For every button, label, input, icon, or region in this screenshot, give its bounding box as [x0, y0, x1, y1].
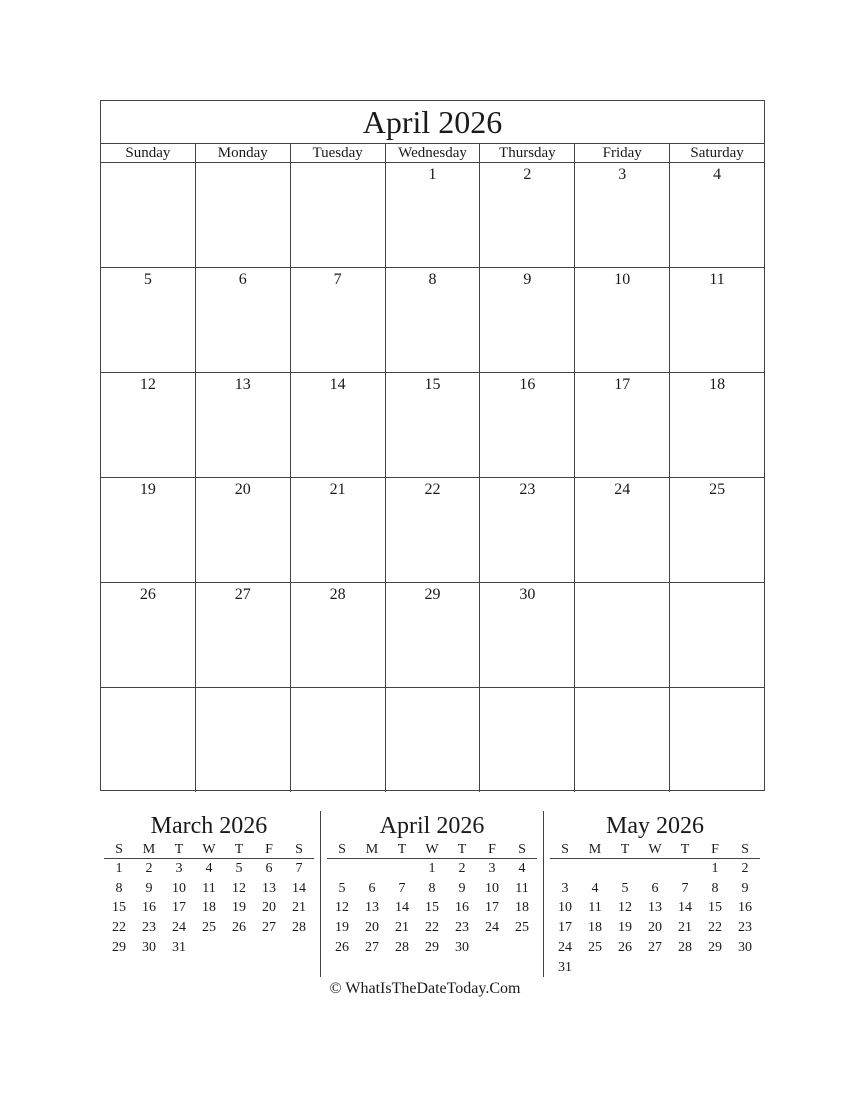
mini-day: 9 — [458, 880, 466, 896]
mini-day: 20 — [262, 900, 276, 916]
mini-weekday: T — [234, 842, 244, 857]
mini-day: 10 — [485, 880, 499, 896]
day-cell: 6 — [196, 268, 291, 372]
mini-day: 5 — [621, 880, 629, 896]
day-cell: 16 — [480, 373, 575, 477]
day-cell: 10 — [575, 268, 670, 372]
mini-day — [610, 958, 640, 978]
day-cell — [386, 688, 481, 792]
mini-day: 8 — [711, 880, 719, 896]
weekday-friday: Friday — [575, 144, 670, 162]
day-cell: 20 — [196, 478, 291, 582]
day-cell — [670, 583, 764, 687]
mini-day: 20 — [648, 920, 662, 936]
mini-weekday: T — [457, 842, 467, 857]
mini-calendar-title: April 2026 — [379, 813, 485, 839]
day-cell — [291, 163, 386, 267]
day-cell: 23 — [480, 478, 575, 582]
day-cell — [575, 583, 670, 687]
mini-day: 28 — [395, 939, 409, 955]
mini-day: 2 — [741, 861, 749, 876]
mini-day: 14 — [678, 900, 692, 916]
mini-day: 30 — [738, 939, 752, 955]
mini-day: 18 — [202, 900, 216, 916]
day-cell: 12 — [101, 373, 196, 477]
mini-day: 11 — [588, 900, 602, 916]
mini-day: 21 — [395, 920, 409, 936]
day-cell: 26 — [101, 583, 196, 687]
mini-weekday: W — [425, 842, 439, 857]
mini-day: 24 — [172, 920, 186, 936]
mini-day: 29 — [425, 939, 439, 955]
day-cell — [101, 688, 196, 792]
mini-week-row — [104, 938, 314, 958]
mini-day: 18 — [515, 900, 529, 916]
mini-day: 14 — [395, 900, 409, 916]
mini-day: 22 — [112, 920, 126, 936]
mini-day — [327, 859, 357, 879]
mini-week-row — [104, 879, 314, 899]
day-cell — [101, 163, 196, 267]
mini-weekday: S — [115, 842, 123, 857]
mini-day: 19 — [232, 900, 246, 916]
mini-day — [670, 859, 700, 879]
mini-weekday: S — [561, 842, 569, 857]
mini-calendar-may — [546, 811, 764, 979]
weekday-header-row — [101, 144, 764, 163]
mini-day: 4 — [518, 861, 526, 876]
mini-weekday: S — [295, 842, 303, 857]
mini-day: 7 — [295, 861, 303, 876]
mini-day — [254, 938, 284, 958]
mini-day — [507, 938, 537, 958]
mini-day: 17 — [558, 920, 572, 936]
mini-day — [580, 859, 610, 879]
day-cell — [575, 688, 670, 792]
mini-weekday: S — [518, 842, 526, 857]
calendar-week-row — [101, 478, 764, 583]
mini-day — [357, 859, 387, 879]
mini-day — [194, 938, 224, 958]
mini-day — [224, 938, 254, 958]
mini-day: 22 — [708, 920, 722, 936]
mini-week-row — [104, 859, 314, 879]
day-cell: 19 — [101, 478, 196, 582]
mini-day: 26 — [335, 939, 349, 955]
mini-week-row — [550, 859, 760, 879]
mini-week-row — [104, 918, 314, 938]
mini-weekday: W — [648, 842, 662, 857]
mini-weekday-header — [104, 841, 314, 859]
mini-weekday: M — [142, 842, 156, 857]
weekday-sunday: Sunday — [101, 144, 196, 162]
mini-day: 7 — [681, 880, 689, 896]
mini-day: 25 — [515, 920, 529, 936]
mini-weekday-header — [550, 841, 760, 859]
mini-day: 12 — [618, 900, 632, 916]
mini-day: 10 — [172, 880, 186, 896]
mini-day: 17 — [172, 900, 186, 916]
mini-day: 19 — [335, 920, 349, 936]
mini-day: 28 — [678, 939, 692, 955]
day-cell: 28 — [291, 583, 386, 687]
mini-calendar-march — [100, 811, 318, 979]
mini-day: 16 — [455, 900, 469, 916]
mini-day: 8 — [115, 880, 123, 896]
day-cell: 3 — [575, 163, 670, 267]
calendar-week-row — [101, 268, 764, 373]
day-cell: 29 — [386, 583, 481, 687]
mini-day — [477, 938, 507, 958]
copyright-footer — [0, 979, 850, 999]
divider — [543, 811, 544, 977]
mini-weekday-header — [327, 841, 537, 859]
calendar-week-row — [101, 688, 764, 792]
mini-weekday: M — [588, 842, 602, 857]
mini-weekday: F — [711, 842, 719, 857]
divider — [320, 811, 321, 977]
mini-day: 31 — [172, 939, 186, 955]
mini-weekday: S — [741, 842, 749, 857]
mini-day — [670, 958, 700, 978]
mini-day — [730, 958, 760, 978]
day-cell: 9 — [480, 268, 575, 372]
mini-day — [550, 859, 580, 879]
mini-week-row — [550, 918, 760, 938]
mini-day: 9 — [145, 880, 153, 896]
mini-day — [387, 859, 417, 879]
mini-weekday: M — [365, 842, 379, 857]
day-cell: 14 — [291, 373, 386, 477]
mini-day: 8 — [428, 880, 436, 896]
mini-day: 6 — [265, 861, 273, 876]
mini-day: 25 — [588, 939, 602, 955]
mini-day: 5 — [338, 880, 346, 896]
mini-day — [700, 958, 730, 978]
mini-day: 6 — [368, 880, 376, 896]
mini-day: 16 — [738, 900, 752, 916]
mini-day: 29 — [112, 939, 126, 955]
mini-day: 26 — [232, 920, 246, 936]
mini-weekday: S — [338, 842, 346, 857]
mini-day — [284, 938, 314, 958]
calendar-grid — [101, 163, 764, 792]
mini-week-row — [327, 938, 537, 958]
day-cell — [480, 688, 575, 792]
mini-week-row — [550, 938, 760, 958]
mini-day: 27 — [648, 939, 662, 955]
day-cell: 4 — [713, 166, 722, 183]
day-cell: 11 — [709, 271, 725, 288]
mini-day: 3 — [488, 861, 496, 876]
mini-day: 13 — [648, 900, 662, 916]
mini-day: 14 — [292, 880, 306, 896]
mini-day: 31 — [558, 959, 572, 975]
mini-day — [640, 859, 670, 879]
mini-day: 29 — [708, 939, 722, 955]
mini-day: 3 — [175, 861, 183, 876]
mini-day: 16 — [142, 900, 156, 916]
weekday-tuesday: Tuesday — [291, 144, 386, 162]
mini-day: 27 — [365, 939, 379, 955]
mini-weekday: T — [620, 842, 630, 857]
day-cell: 30 — [480, 583, 575, 687]
calendar-week-row — [101, 163, 764, 268]
mini-day: 23 — [455, 920, 469, 936]
mini-weekday: T — [397, 842, 407, 857]
mini-day: 21 — [292, 900, 306, 916]
mini-day: 22 — [425, 920, 439, 936]
mini-day: 4 — [591, 880, 599, 896]
mini-week-row — [327, 898, 537, 918]
mini-day: 15 — [112, 900, 126, 916]
weekday-monday: Monday — [196, 144, 291, 162]
calendar-week-row — [101, 583, 764, 688]
day-cell — [196, 688, 291, 792]
mini-weekday: F — [265, 842, 273, 857]
weekday-saturday: Saturday — [690, 145, 744, 161]
mini-day: 26 — [618, 939, 632, 955]
mini-week-row — [550, 958, 760, 978]
day-cell: 13 — [196, 373, 291, 477]
day-cell: 25 — [709, 481, 726, 498]
day-cell: 1 — [386, 163, 481, 267]
day-cell: 7 — [291, 268, 386, 372]
mini-day: 20 — [365, 920, 379, 936]
mini-week-row — [327, 859, 537, 879]
mini-day — [580, 958, 610, 978]
day-cell: 21 — [291, 478, 386, 582]
mini-day: 15 — [708, 900, 722, 916]
mini-week-row — [550, 879, 760, 899]
mini-calendar-title: May 2026 — [606, 813, 704, 839]
mini-day: 10 — [558, 900, 572, 916]
mini-week-row — [104, 898, 314, 918]
weekday-wednesday: Wednesday — [386, 144, 481, 162]
mini-day: 11 — [515, 880, 529, 896]
mini-day: 28 — [292, 920, 306, 936]
mini-day: 13 — [262, 880, 276, 896]
day-cell: 2 — [480, 163, 575, 267]
mini-day: 5 — [235, 861, 243, 876]
mini-day: 30 — [142, 939, 156, 955]
mini-day: 6 — [651, 880, 659, 896]
day-cell: 27 — [196, 583, 291, 687]
mini-calendar-title: March 2026 — [150, 813, 268, 839]
mini-day: 30 — [455, 939, 469, 955]
calendar-week-row — [101, 373, 764, 478]
mini-day: 3 — [561, 880, 569, 896]
mini-day — [640, 958, 670, 978]
mini-day: 2 — [145, 861, 153, 876]
mini-day: 12 — [232, 880, 246, 896]
mini-day — [610, 859, 640, 879]
mini-calendars — [100, 811, 765, 979]
mini-day: 1 — [115, 861, 123, 876]
mini-calendar-april — [323, 811, 541, 979]
mini-day: 15 — [425, 900, 439, 916]
mini-week-row — [327, 918, 537, 938]
mini-day: 17 — [485, 900, 499, 916]
mini-day: 13 — [365, 900, 379, 916]
mini-day: 2 — [458, 861, 466, 876]
day-cell: 5 — [101, 268, 196, 372]
mini-day: 1 — [428, 861, 436, 876]
day-cell — [670, 688, 764, 792]
day-cell — [196, 163, 291, 267]
day-cell: 17 — [575, 373, 670, 477]
mini-day: 24 — [558, 939, 572, 955]
mini-day: 19 — [618, 920, 632, 936]
mini-day: 25 — [202, 920, 216, 936]
calendar-title: April 2026 — [101, 101, 764, 144]
mini-day: 27 — [262, 920, 276, 936]
day-cell — [291, 688, 386, 792]
mini-day: 1 — [711, 861, 719, 876]
mini-day: 4 — [205, 861, 213, 876]
mini-day: 9 — [741, 880, 749, 896]
main-calendar — [100, 100, 765, 791]
mini-day: 23 — [738, 920, 752, 936]
mini-day: 12 — [335, 900, 349, 916]
day-cell: 15 — [386, 373, 481, 477]
mini-weekday: W — [202, 842, 216, 857]
mini-day: 11 — [202, 880, 216, 896]
mini-week-row — [550, 898, 760, 918]
mini-weekday: T — [680, 842, 690, 857]
mini-day: 7 — [398, 880, 406, 896]
mini-day: 18 — [588, 920, 602, 936]
day-cell: 18 — [709, 376, 726, 393]
day-cell: 8 — [386, 268, 481, 372]
mini-weekday: F — [488, 842, 496, 857]
mini-weekday: T — [174, 842, 184, 857]
copyright-text: © WhatIsTheDateToday.Com — [329, 980, 521, 997]
mini-day: 24 — [485, 920, 499, 936]
mini-day: 23 — [142, 920, 156, 936]
mini-week-row — [327, 879, 537, 899]
weekday-thursday: Thursday — [480, 144, 575, 162]
mini-day: 21 — [678, 920, 692, 936]
day-cell: 22 — [386, 478, 481, 582]
day-cell: 24 — [575, 478, 670, 582]
